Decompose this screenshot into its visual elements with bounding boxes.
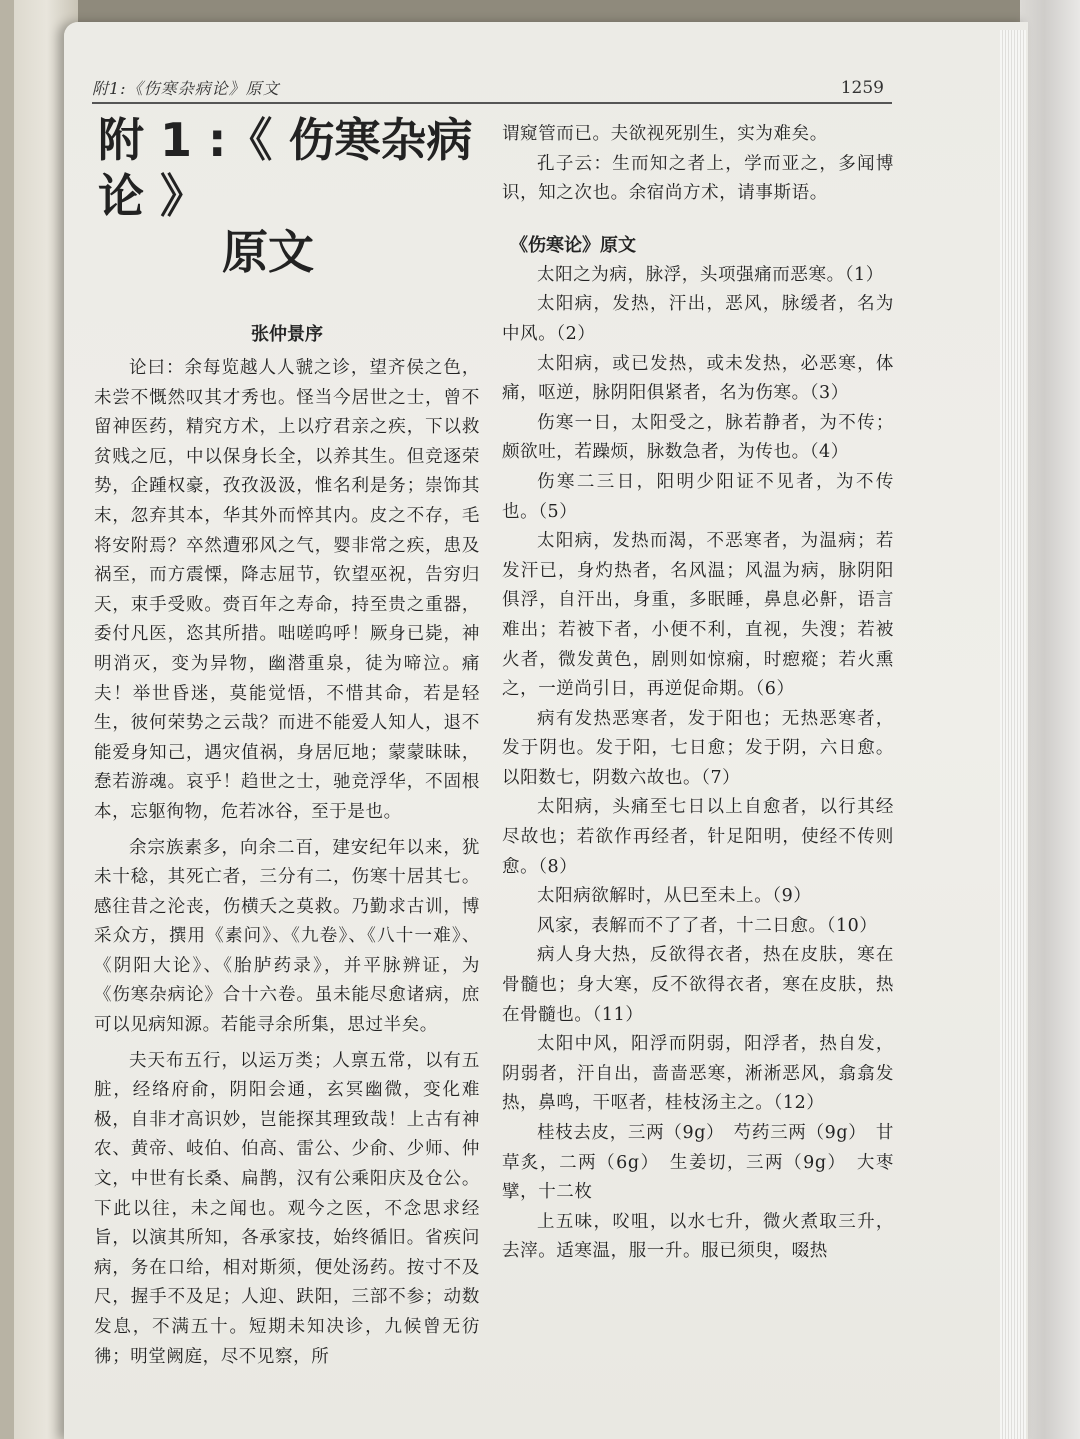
clause-paragraph: 太阳之为病，脉浮，头项强痛而恶寒。（1）: [537, 264, 884, 285]
shanghan-heading: 《伤寒论》原文: [510, 234, 636, 256]
preface-paragraph: 孔子云：生而知之者上，学而亚之，多闻博识，知之次也。余宿尚方术，请事斯语。: [502, 153, 894, 204]
preface-heading: 张仲景序: [251, 324, 323, 345]
left-column: [94, 112, 480, 1412]
running-head: 附1:《伤寒杂病论》原文: [92, 79, 280, 98]
clause-paragraph: 太阳病，或已发热，或未发热，必恶寒，体痛，呕逆，脉阴阳俱紧者，名为伤寒。（3）: [502, 353, 894, 404]
page-number: 1259: [840, 78, 884, 98]
clause-paragraph: 太阳病，发热而渴，不恶寒者，为温病；若发汗已，身灼热者，名风温；风温为病，脉阴阳俱浮，自汗出，身重，多眠睡，鼻息必鼾，语言难出；若被下者，小便不利，直视，失溲；若被火者，微发黄色，剧则如惊痫，时瘛瘲；若火熏之，一逆尚引日，再逆促命期。（6）: [502, 531, 894, 700]
preface-continuation: 谓窥管而已。夫欲视死别生，实为难矣。: [502, 124, 828, 144]
prescription-ingredients: 桂枝去皮，三两（9g） 芍药三两（9g） 甘草炙，二两（6g） 生姜切，三两（9g） 大枣擘，十二枚: [502, 1123, 894, 1203]
clause-paragraph: 太阳病，发热，汗出，恶风，脉缓者，名为中风。（2）: [502, 294, 894, 344]
page-header: [92, 70, 892, 104]
page-stack-edge: [1000, 30, 1026, 1439]
clause-paragraph: 太阳病欲解时，从巳至未上。（9）: [537, 886, 812, 907]
clause-paragraph: 伤寒二三日，阳明少阳证不见者，为不传也。（5）: [502, 471, 894, 522]
book-right-edge: [1020, 0, 1080, 1439]
chapter-title: 附 1 :《 伤寒杂病论 》: [98, 113, 473, 223]
prescription-method: 上五味，㕮咀，以水七升，微火煮取三升，去滓。适寒温，服一升。服已须臾，啜热: [502, 1211, 894, 1262]
clause-paragraph: 太阳病，头痛至七日以上自愈者，以行其经尽故也；若欲作再经者，针足阳明，使经不传则愈。（8）: [502, 797, 894, 877]
clause-paragraph: 伤寒一日，太阳受之，脉若静者，为不传；颇欲吐，若躁烦，脉数急者，为传也。（4）: [502, 412, 894, 463]
clause-paragraph: 病人身大热，反欲得衣者，热在皮肤，寒在骨髓也；身大寒，反不欲得衣者，寒在皮肤，热在骨髓也。（11）: [502, 945, 894, 1025]
preface-paragraph: 论曰：余每览越人人虢之诊，望齐侯之色，未尝不慨然叹其才秀也。怪当今居世之士，曾不留神医药，精究方术，上以疗君亲之疾，下以救贫贱之厄，中以保身长全，以养其生。但竞逐荣势，企踵权豪，孜孜汲汲，惟名利是务；崇饰其末，忽弃其本，华其外而悴其内。皮之不存，毛将安附焉？卒然遭邪风之气，婴非常之疾，患及祸至，而方震慄，降志屈节，钦望巫祝，告穷归天，束手受败。赍百年之寿命，持至贵之重器，委付凡医，恣其所措。咄嗟呜呼！厥身已毙，神明消灭，变为异物，幽潜重泉，徒为啼泣。痛夫！举世昏迷，莫能觉悟，不惜其命，若是轻生，彼何荣势之云哉？而进不能爱人知人，退不能爱身知己，遇灾值祸，身居厄地；蒙蒙昧昧，惷若游魂。哀乎！趋世之士，驰竞浮华，不固根本，忘躯徇物，危若冰谷，至于是也。: [94, 358, 480, 822]
chapter-subtitle: 原文: [222, 225, 314, 279]
preface-paragraph: 夫天布五行，以运万类；人禀五常，以有五脏，经络府俞，阴阳会通，玄冥幽微，变化难极，自非才高识妙，岂能探其理致哉！上古有神农、黄帝、岐伯、伯高、雷公、少俞、少师、仲文，中世有长桑、扁鹊，汉有公乘阳庆及仓公。下此以往，未之闻也。观今之医，不念思求经旨，以演其所知，各承家技，始终循旧。省疾问病，务在口给，相对斯须，便处汤药。按寸不及尺，握手不及足；人迎、趺阳，三部不参；动数发息，不满五十。短期未知决诊，九候曾无彷彿；明堂阙庭，尽不见察，所: [94, 1050, 480, 1367]
preface-paragraph: 余宗族素多，向余二百，建安纪年以来，犹未十稔，其死亡者，三分有二，伤寒十居其七。感往昔之沦丧，伤横夭之莫救。乃勤求古训，博采众方，撰用《素问》、《九卷》、《八十一难》、《阴阳大论》、《胎胪药录》，并平脉辨证，为《伤寒杂病论》合十六卷。虽未能尽愈诸病，庶可以见病知源。若能寻余所集，思过半矣。: [94, 837, 480, 1036]
clause-paragraph: 太阳中风，阳浮而阴弱，阳浮者，热自发，阴弱者，汗自出，啬啬恶寒，淅淅恶风，翕翕发热，鼻鸣，干呕者，桂枝汤主之。（12）: [502, 1034, 894, 1114]
clause-paragraph: 病有发热恶寒者，发于阳也；无热恶寒者，发于阴也。发于阳，七日愈；发于阴，六日愈。以阳数七，阴数六故也。（7）: [502, 708, 894, 788]
right-column: [502, 120, 894, 1410]
clause-paragraph: 风家，表解而不了了者，十二日愈。（10）: [537, 915, 878, 936]
left-page-edge: [0, 0, 14, 1439]
